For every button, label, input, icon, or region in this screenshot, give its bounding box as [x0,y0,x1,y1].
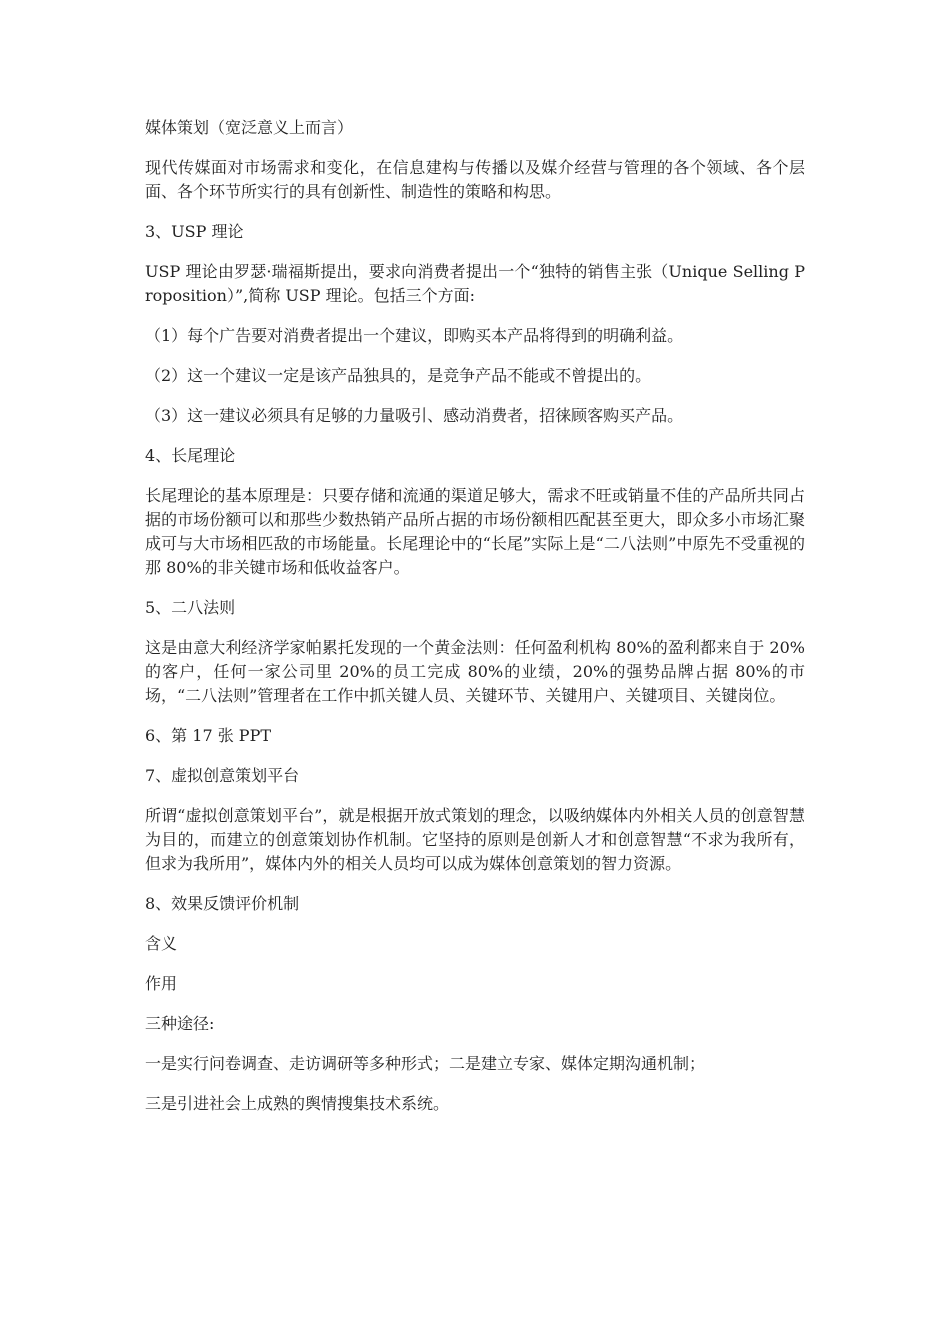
section-heading-media-planning: 媒体策划（宽泛意义上而言） [145,118,354,137]
list-item-usp-3: （3）这一建议必须具有足够的力量吸引、感动消费者，招徕顾客购买产品。 [145,406,684,425]
section-heading-long-tail: 4、长尾理论 [145,446,236,465]
paragraph-pareto: 这是由意大利经济学家帕累托发现的一个黄金法则：任何盈利机构 80%的盈利都来自于 20%的客户，任何一家公司里 20%的员工完成 80%的业绩，20%的强势品牌占据 80%的市场，“二八法则”管理者在工作中抓关键人员、关键环节、关键用户、关键项目、关键岗位。 [145,638,805,705]
paragraph-usp-intro: USP 理论由罗瑟·瑞福斯提出，要求向消费者提出一个“独特的销售主张（Unique Selling Proposition）”,简称 USP 理论。包括三个方面: [145,262,805,305]
paragraph-meaning: 含义 [145,934,178,953]
section-heading-ppt: 6、第 17 张 PPT [145,726,272,745]
list-item-usp-2: （2）这一个建议一定是该产品独具的，是竞争产品不能或不曾提出的。 [145,366,652,385]
section-heading-usp: 3、USP 理论 [145,222,244,241]
section-heading-feedback: 8、效果反馈评价机制 [145,894,300,913]
document-page [145,116,805,1132]
paragraph-three-ways: 三种途径: [145,1014,215,1033]
paragraph-function: 作用 [145,974,178,993]
paragraph-media-planning-definition: 现代传媒面对市场需求和变化，在信息建构与传播以及媒介经营与管理的各个领域、各个层面、各个环节所实行的具有创新性、制造性的策略和构思。 [145,158,805,201]
section-heading-virtual-platform: 7、虚拟创意策划平台 [145,766,300,785]
paragraph-way-1-2: 一是实行问卷调查、走访调研等多种形式；二是建立专家、媒体定期沟通机制； [145,1054,706,1073]
section-heading-pareto: 5、二八法则 [145,598,236,617]
paragraph-way-3: 三是引进社会上成熟的舆情搜集技术系统。 [145,1094,450,1113]
paragraph-long-tail: 长尾理论的基本原理是：只要存储和流通的渠道足够大，需求不旺或销量不佳的产品所共同占据的市场份额可以和那些少数热销产品所占据的市场份额相匹配甚至更大，即众多小市场汇聚成可与大市场相匹敌的市场能量。长尾理论中的“长尾”实际上是“二八法则”中原先不受重视的那 80%的非关键市场和低收益客户。 [145,486,805,577]
list-item-usp-1: （1）每个广告要对消费者提出一个建议，即购买本产品将得到的明确利益。 [145,326,684,345]
paragraph-virtual-platform: 所谓“虚拟创意策划平台”，就是根据开放式策划的理念，以吸纳媒体内外相关人员的创意智慧为目的，而建立的创意策划协作机制。它坚持的原则是创新人才和创意智慧“不求为我所有，但求为我所用”，媒体内外的相关人员均可以成为媒体创意策划的智力资源。 [145,806,805,873]
